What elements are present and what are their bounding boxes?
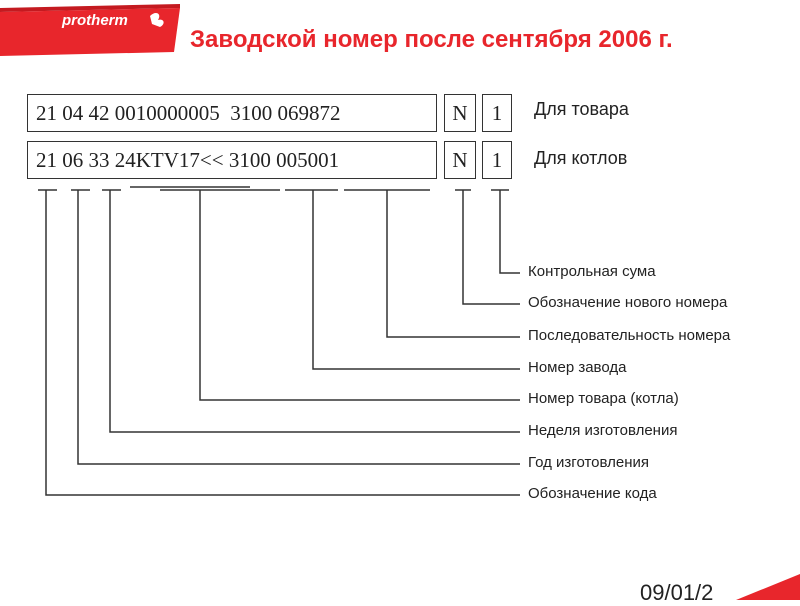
legend-product-number: Номер товара (котла)	[528, 390, 679, 407]
corner-accent	[736, 574, 800, 600]
serial-one-box-boiler: 1	[482, 141, 512, 179]
serial-code-boiler: 21 06 33 24KTV17<< 3100 005001	[27, 141, 437, 179]
legend-sequence: Последовательность номера	[528, 327, 731, 344]
legend-year: Год изготовления	[528, 454, 650, 471]
legend-factory: Номер завода	[528, 359, 627, 376]
footer-date: 09/01/2	[640, 580, 714, 605]
legend-code: Обозначение кода	[528, 485, 657, 502]
legend-new-number: Обозначение нового номера	[528, 294, 728, 311]
serial-code-product: 21 04 42 0010000005 3100 069872	[27, 94, 437, 132]
leader-week	[110, 190, 520, 432]
page-title: Заводской номер после сентября 2006 г.	[190, 26, 673, 53]
row-label-boiler: Для котлов	[534, 148, 628, 168]
leader-checksum	[500, 190, 520, 273]
row-label-product: Для товара	[534, 99, 629, 119]
leader-new-number	[463, 190, 520, 304]
logo-text: protherm	[62, 12, 128, 29]
leader-year	[78, 190, 520, 464]
serial-n-box-product: N	[444, 94, 476, 132]
leader-factory	[313, 190, 520, 369]
serial-one-box-product: 1	[482, 94, 512, 132]
leader-code	[46, 190, 520, 495]
legend-week: Неделя изготовления	[528, 422, 678, 439]
legend-checksum: Контрольная сума	[528, 263, 656, 280]
serial-n-box-boiler: N	[444, 141, 476, 179]
